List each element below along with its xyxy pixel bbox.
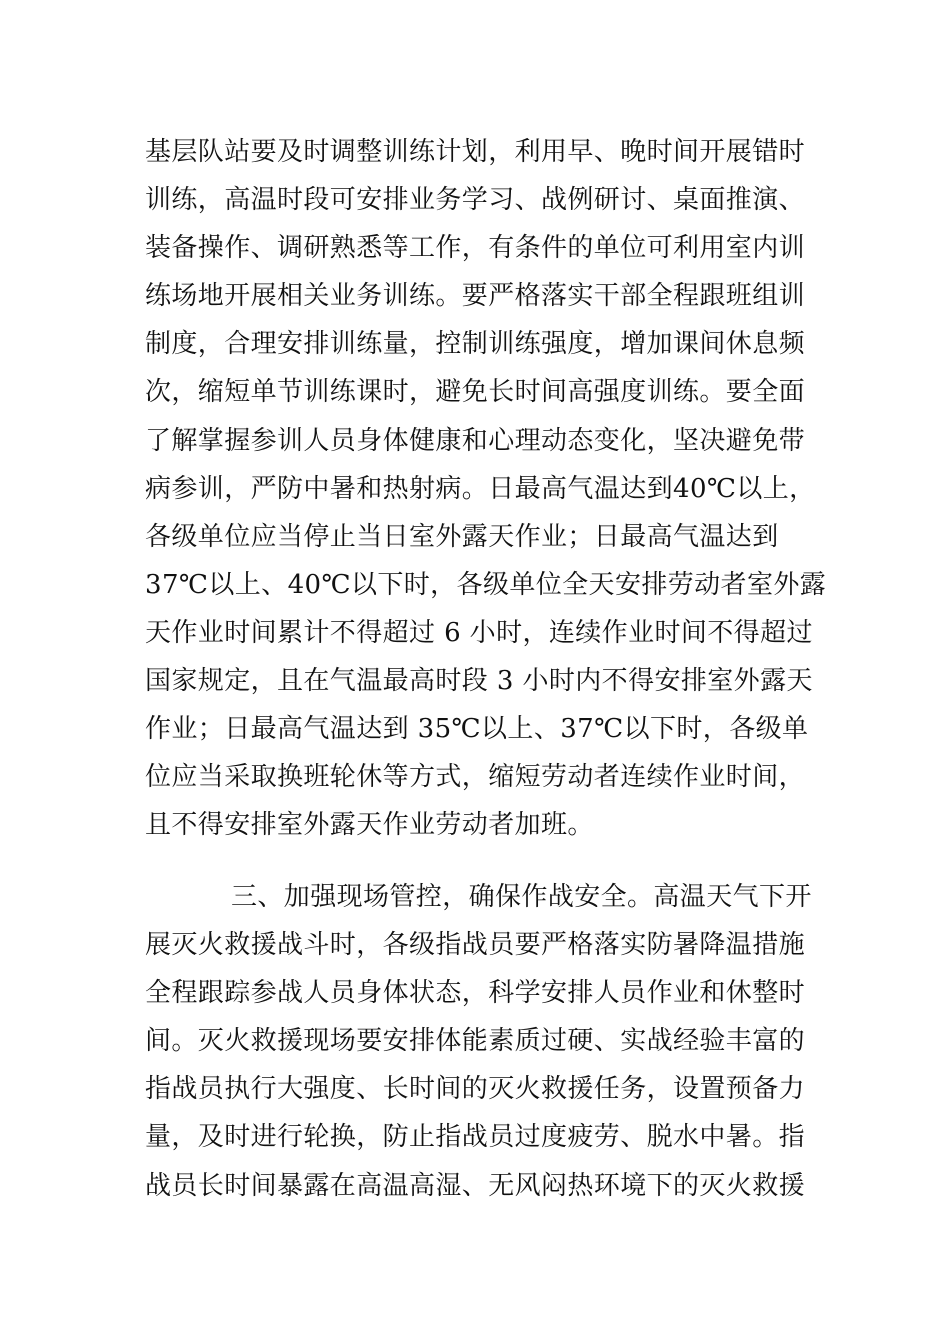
paragraph-2-line: 间。灭火救援现场要安排体能素质过硬、实战经验丰富的 [145,1026,806,1057]
paragraph-1-line: 练场地开展相关业务训练。要严格落实干部全程跟班组训 [145,281,806,312]
paragraph-2 [145,873,815,1210]
paragraph-1-line: 次，缩短单节训练课时，避免长时间高强度训练。要全面 [145,377,806,408]
paragraph-2-line: 指战员执行大强度、长时间的灭火救援任务，设置预备力 [145,1074,806,1105]
paragraph-2-line: 展灭火救援战斗时，各级指战员要严格落实防暑降温措施 [145,930,806,961]
paragraph-2-line: 战员长时间暴露在高温高湿、无风闷热环境下的灭火救援 [145,1170,806,1201]
paragraph-1-line: 训练，高温时段可安排业务学习、战例研讨、桌面推演、 [145,185,806,216]
paragraph-1-line: 位应当采取换班轮休等方式，缩短劳动者连续作业时间， [145,762,806,793]
paragraph-1-line: 作业；日最高气温达到 35℃以上、37℃以下时，各级单 [145,714,809,745]
paragraph-1-line: 制度，合理安排训练量，控制训练强度，增加课间休息频 [145,329,806,360]
paragraph-1-line: 天作业时间累计不得超过 6 小时，连续作业时间不得超过 [145,617,813,648]
paragraph-1-line: 各级单位应当停止当日室外露天作业；日最高气温达到 [145,521,779,552]
paragraph-1-line: 装备操作、调研熟悉等工作，有条件的单位可利用室内训 [145,233,806,264]
paragraph-1-line: 了解掌握参训人员身体健康和心理动态变化，坚决避免带 [145,425,806,456]
paragraph-1-line: 病参训，严防中暑和热射病。日最高气温达到40℃以上， [145,473,816,504]
paragraph-1-line: 37℃以上、40℃以下时，各级单位全天安排劳动者室外露 [145,569,827,600]
paragraph-2-line: 量，及时进行轮换，防止指战员过度疲劳、脱水中暑。指 [145,1122,806,1153]
paragraph-1-line: 基层队站要及时调整训练计划，利用早、晚时间开展错时 [145,137,806,167]
paragraph-2-heading-line: 三、加强现场管控，确保作战安全。高温天气下开 [231,882,812,912]
paragraph-1-line: 国家规定，且在气温最高时段 3 小时内不得安排室外露天 [145,666,813,697]
paragraph-2-line: 全程跟踪参战人员身体状态，科学安排人员作业和休整时 [145,978,806,1009]
paragraph-1-line: 且不得安排室外露天作业劳动者加班。 [145,810,594,841]
paragraph-1 [145,128,827,849]
